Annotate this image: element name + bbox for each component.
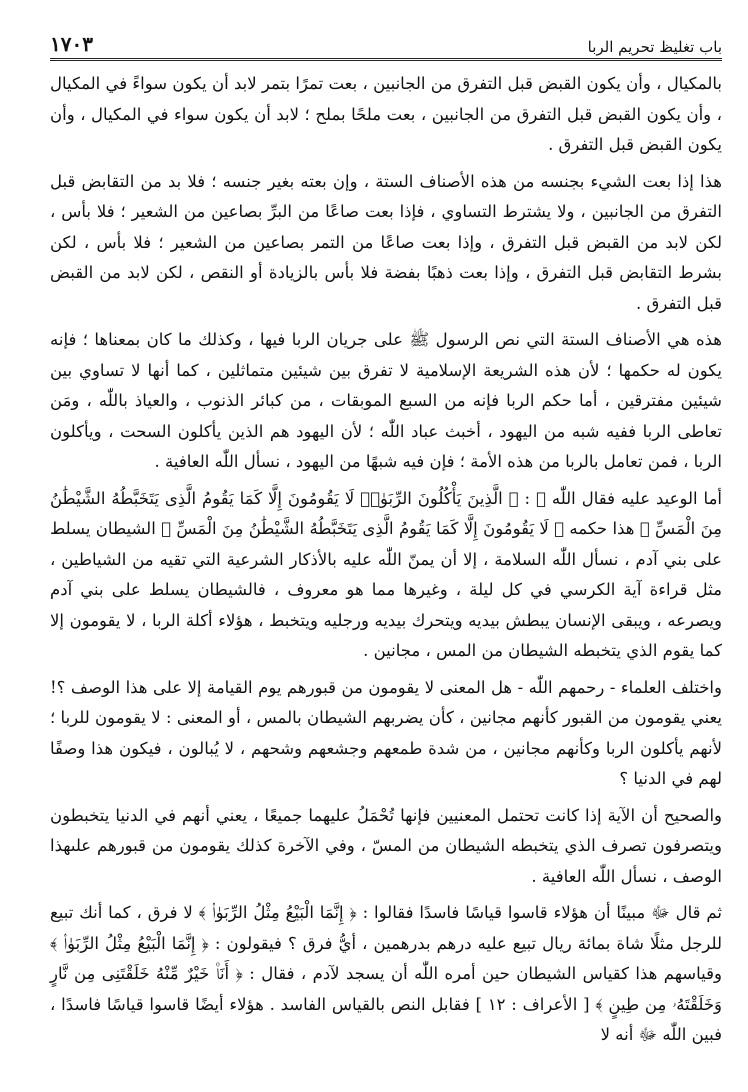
paragraph-3: هذه هي الأصناف الستة التي نص الرسول ﷺ على جريان الربا فيها ، وكذلك ما كان بمعناها ؛ فإنه يكون له حكمها ؛ لأن هذه الشريعة الإسلامية لا تفرق بين شيئين متماثلين ، كما أنها لا تساوي بين شيئين مفترقين ، أما حكم الربا فإنه من السبع الموبقات ، من كبائر الذنوب ، والعياذ باللّٰه ، ومَن تعاطى الربا ففيه شبه من اليهود ، أخبث عباد اللّٰه ؛ لأن اليهود هم الذين يأكلون السحت ، ويأكلون الربا ، فمن تعامل بالربا من هذه الأمة ؛ فإن فيه شبهًا من اليهود ، نسأل اللّٰه العافية . bbox=[50, 330, 722, 471]
paragraph-1: بالمكيال ، وأن يكون القبض قبل التفرق من الجانبين ، بعت تمرًا بتمر لابد أن يكون سواءً في المكيال ، وأن يكون القبض قبل التفرق من الجانبين ، بعت ملحًا بملح ؛ لابد أن يكون سواء في المكيال ، وأن يكون القبض قبل التفرق . bbox=[50, 74, 722, 154]
paragraph-2: هذا إذا بعت الشيء بجنسه من هذه الأصناف الستة ، وإن بعته بغير جنسه ؛ فلا بد من التقابض قبل التفرق من الجانبين ، ولا يشترط التساوي ، فإذا بعت صاعًا من البرِّ بصاعين من الشعير ؛ فلا بأس ، لكن لابد من القبض قبل التفرق ، وإذا بعت صاعًا من التمر بصاعين من الشعير ؛ فلا بأس ، لكن بشرط التقابض قبل التفرق ، وإذا بعت ذهبًا بفضة فلا بأس بالزيادة أو النقص ، لكن لابد من القبض قبل التفرق . bbox=[50, 171, 722, 313]
chapter-title: باب تغليظ تحريم الربا bbox=[587, 38, 722, 56]
paragraph-5: واختلف العلماء - رحمهم اللّٰه - هل المعنى لا يقومون من قبورهم يوم القيامة إلا على هذا الوصف ؟! يعني يقومون من القبور كأنهم مجانين ، كأن يضربهم الشيطان بالمس ، أو المعنى : لا يقومون للربا ؛ لأنهم يأكلون الربا وكأنهم مجانين ، من شدة طمعهم وجشعهم وشحهم ، لا يُبالون ، فيكون هذا وصفًا لهم في الدنيا ؟ bbox=[50, 677, 722, 788]
paragraph-6: والصحيح أن الآية إذا كانت تحتمل المعنيين فإنها تُحْمَلُ عليهما جميعًا ، يعني أنهم في الدنيا يتخبطون ويتصرفون تصرف الذي يتخبطه الشيطان من المسّ ، وفي الآخرة كذلك يقومون من قبورهم علىهذا الوصف ، نسأل اللّٰه العافية . bbox=[50, 805, 722, 886]
page-body bbox=[50, 69, 722, 1051]
book-page bbox=[50, 28, 722, 1057]
paragraph-4: أما الوعيد عليه فقال اللّٰه ﷻ : ﴿ الَّذِينَ يَأْكُلُونَ الرِّبَوٰا۟ لَا يَقُومُونَ إِلَّا كَمَا يَقُومُ الَّذِى يَتَخَبَّطُهُ الشَّيْطَٰنُ مِنَ الْمَسِّ ﴾ هذا حكمه ﴿ لَا يَقُومُونَ إِلَّا كَمَا يَقُومُ الَّذِى يَتَخَبَّطُهُ الشَّيْطَٰنُ مِنَ الْمَسِّ ﴾ الشيطان يسلط على بني آدم ، نسأل اللّٰه السلامة ، إلا أن يمنّ اللّٰه عليه بالأذكار الشرعية التي تقيه من الشياطين ، مثل قراءة آية الكرسي في كل ليلة ، وغيرها مما هو معروف ، فالشيطان يسلط على بني آدم ويصرعه ، ويبقى الإنسان يبطش بيديه ويتحرك بيديه ورجليه ويتخبط ، هؤلاء أكلة الربا ، لا يقومون إلا كما يقوم الذي يتخبطه الشيطان من المس ، مجانين . bbox=[50, 488, 722, 660]
page-header bbox=[50, 28, 722, 61]
page-number: ١٧٠٣ bbox=[50, 32, 93, 56]
paragraph-7: ثم قال ﷻ مبينًا أن هؤلاء قاسوا قياسًا فاسدًا فقالوا : ﴿ إِنَّمَا الْبَيْعُ مِثْلُ الرِّبَوٰا۟ ﴾ لا فرق ، كما أنك تبيع للرجل مثلًا شاة بمائة ريال تبيع عليه درهم بدرهمين ، أيُّ فرق ؟ فيقولون : ﴿ إِنَّمَا الْبَيْعُ مِثْلُ الرِّبَوٰا۟ ﴾ وقياسهم هذا كقياس الشيطان حين أمره اللّٰه أن يسجد لآدم ، فقال : ﴿ أَنَا۠ خَيْرٌ مِّنْهُ خَلَقْتَنِى مِن نَّارٍ وَخَلَقْتَهُۥ مِن طِينٍ ﴾ [ الأعراف : ١٢ ] فقابل النص بالقياس الفاسد . هؤلاء أيضًا قاسوا قياسًا فاسدًا ، فبين اللّٰه ﷻ أنه لا bbox=[50, 903, 722, 1044]
